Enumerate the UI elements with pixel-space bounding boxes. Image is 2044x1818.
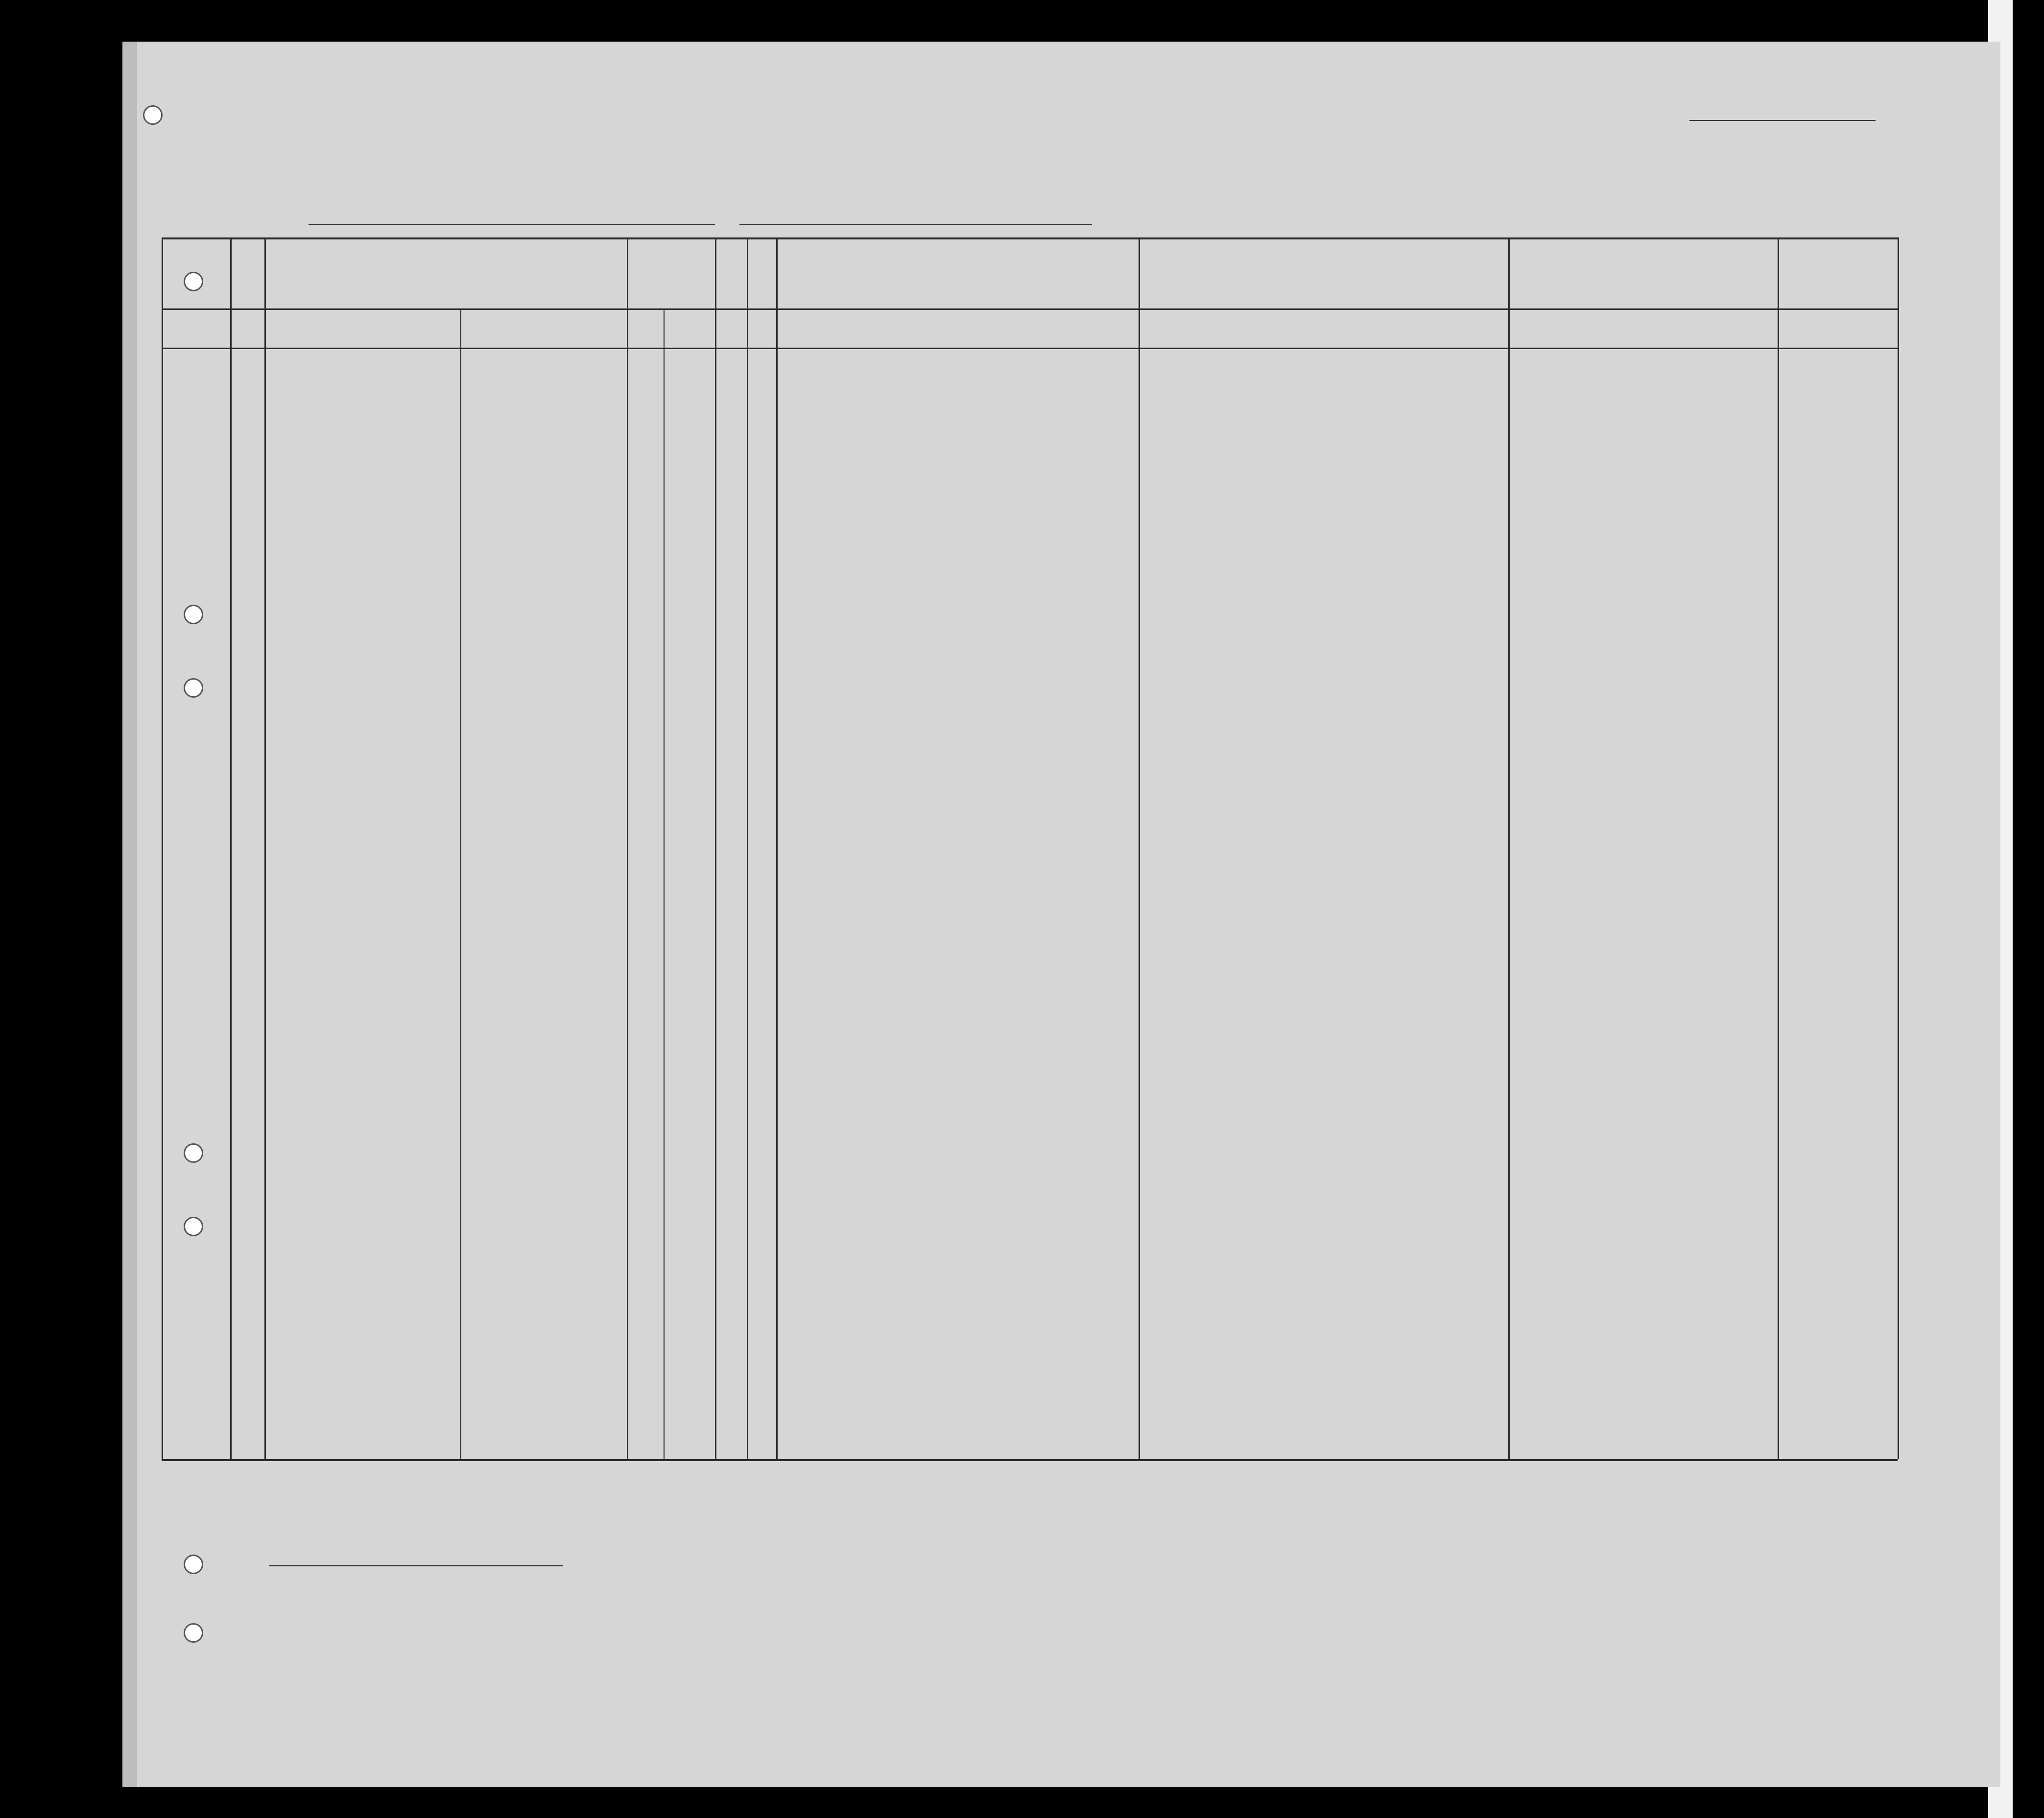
binder-hole [184, 1555, 203, 1574]
col-rule [747, 237, 748, 1459]
table-bottom-rule [162, 1459, 1898, 1461]
binder-hole [184, 605, 203, 624]
col-rule [627, 237, 628, 1459]
col-header-married-single [747, 240, 776, 345]
binder-hole [143, 105, 163, 125]
header-rule [162, 308, 1898, 310]
col-rule [230, 237, 232, 1459]
col-rule [460, 308, 461, 1459]
table-top-rule [162, 237, 1898, 239]
col-rule [1139, 237, 1140, 1459]
manifest-sheet [122, 42, 2000, 1787]
port-line [739, 224, 1092, 225]
col-rule [162, 237, 163, 1459]
col-rule [264, 237, 266, 1459]
col-rule [1508, 237, 1510, 1459]
col-rule [1898, 237, 1899, 1459]
binder-hole [184, 678, 203, 698]
binder-hole [184, 1217, 203, 1236]
ship-line [309, 224, 715, 225]
binder-hole [184, 1623, 203, 1643]
col-rule [715, 237, 716, 1459]
signature-line [269, 1565, 563, 1566]
col-rule [776, 237, 778, 1459]
col-rule [1778, 237, 1779, 1459]
age-subrule [627, 308, 715, 309]
binder-hole [184, 1143, 203, 1163]
number-line [1689, 120, 1876, 121]
col-rule [664, 308, 665, 1459]
header-bottom-rule [162, 348, 1898, 349]
binder-hole [184, 272, 203, 291]
